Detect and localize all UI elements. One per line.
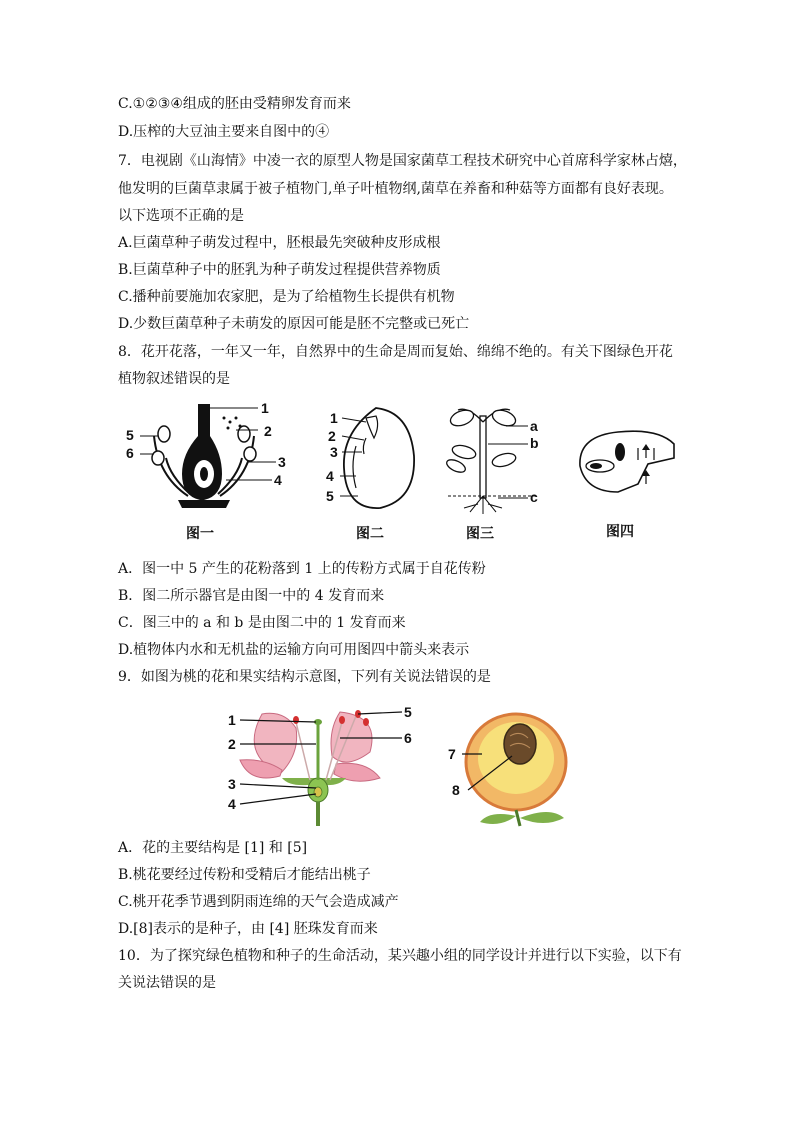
fig1-caption: 图一 [186,526,214,542]
fig1-label-4: 4 [274,472,282,488]
q7-option-d: D.少数巨菌草种子未萌发的原因可能是胚不完整或已死亡 [118,316,470,332]
q9-option-c: C.桃开花季节遇到阴雨连绵的天气会造成减产 [118,894,399,910]
fig1-label-1: 1 [261,400,269,416]
q7-stem-line3: 以下选项不正确的是 [118,208,244,224]
fruit-label-7: 7 [448,746,456,762]
peach-fruit-diagram [448,714,566,826]
q8-option-d: D.植物体内水和无机盐的运输方向可用图四中箭头来表示 [118,642,470,658]
q8-figures [118,396,678,546]
fig3-caption: 图三 [466,526,494,542]
fig2-label-5: 5 [326,488,334,504]
flower-label-4: 4 [228,796,236,812]
fig2-label-3: 3 [330,444,338,460]
fig3-label-a: a [530,418,538,434]
fig1-label-5: 5 [126,427,134,443]
fig3-seedling-diagram [445,407,539,542]
fig2-label-2: 2 [328,428,336,444]
q6-option-c: C.①②③④组成的胚由受精卵发育而来 [118,96,351,112]
q10-stem-line1: 10．为了探究绿色植物和种子的生命活动，某兴趣小组的同学设计并进行以下实验，以下有 [118,948,682,964]
flower-label-1: 1 [228,712,236,728]
peach-flower-diagram [228,704,412,826]
q8-option-a: A．图一中 5 产生的花粉落到 1 上的传粉方式属于自花传粉 [118,561,486,577]
q9-option-d: D.[8]表示的是种子，由 [4] 胚珠发育而来 [118,921,378,937]
q10-stem-line2: 关说法错误的是 [118,975,216,991]
fig3-label-c: c [530,489,538,505]
q7-stem-line1: 7．电视剧《山海情》中凌一衣的原型人物是国家菌草工程技术研究中心首席科学家林占熺， [118,153,687,169]
q7-option-c: C.播种前要施加农家肥，是为了给植物生长提供有机物 [118,289,455,305]
q9-stem: 9．如图为桃的花和果实结构示意图，下列有关说法错误的是 [118,669,491,685]
q7-option-b: B.巨菌草种子中的胚乳为种子萌发过程提供营养物质 [118,262,441,278]
q9-option-a: A．花的主要结构是 [1] 和 [5] [118,840,308,856]
fig1-label-2: 2 [264,423,272,439]
fig2-seed-diagram [326,408,414,542]
fig1-label-3: 3 [278,454,286,470]
flower-label-6: 6 [404,730,412,746]
q9-figures [220,694,580,828]
fig2-caption: 图二 [356,526,384,542]
flower-label-3: 3 [228,776,236,792]
q7-option-a: A.巨菌草种子萌发过程中，胚根最先突破种皮形成根 [118,235,441,251]
fig2-label-1: 1 [330,410,338,426]
q8-stem-line2: 植物叙述错误的是 [118,371,230,387]
fruit-label-8: 8 [452,782,460,798]
q9-option-b: B.桃花要经过传粉和受精后才能结出桃子 [118,867,371,883]
q8-stem-line1: 8．花开花落，一年又一年，自然界中的生命是周而复始、绵绵不绝的。有关下图绿色开花 [118,344,673,360]
fig1-flower-diagram [126,400,286,542]
fig4-caption: 图四 [606,524,634,540]
fig2-label-4: 4 [326,468,334,484]
fig3-label-b: b [530,435,539,451]
q8-option-b: B．图二所示器官是由图一中的 4 发育而来 [118,588,385,604]
q6-option-d: D.压榨的大豆油主要来自图中的④ [118,124,330,140]
q7-stem-line2: 他发明的巨菌草隶属于被子植物门,单子叶植物纲,菌草在养畜和种菇等方面都有良好表现。 [118,181,673,197]
fig1-label-6: 6 [126,445,134,461]
q8-option-c: C．图三中的 a 和 b 是由图二中的 1 发育而来 [118,615,406,631]
fig4-leaf-section [580,431,674,540]
flower-label-5: 5 [404,704,412,720]
flower-label-2: 2 [228,736,236,752]
